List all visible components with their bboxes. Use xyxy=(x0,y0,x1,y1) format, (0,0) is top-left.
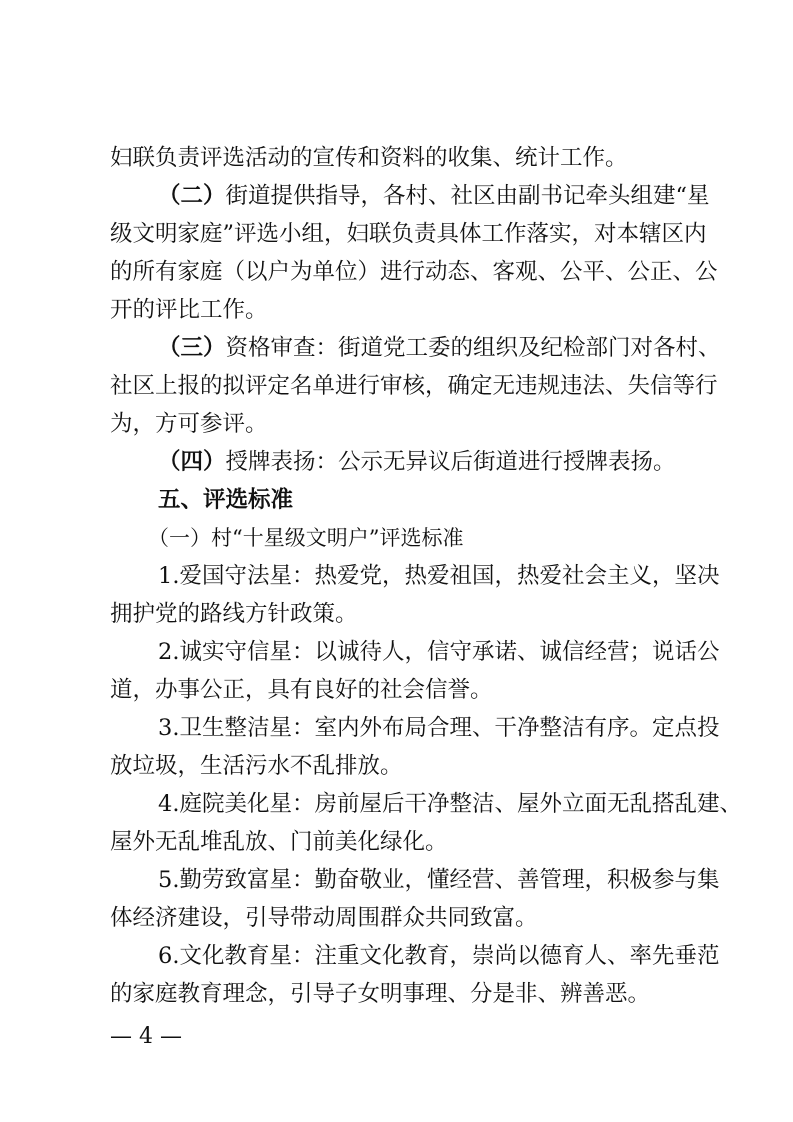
paragraph-line: 3.卫生整洁星：室内外布局合理、干净整洁有序。定点投 xyxy=(158,715,720,741)
paragraph-line: 拥护党的路线方针政策。 xyxy=(110,601,358,627)
paragraph-line: 社区上报的拟评定名单进行审核，确定无违规违法、失信等行 xyxy=(110,373,718,399)
paragraph-line xyxy=(158,447,690,477)
paragraph-line: 道，办事公正，具有良好的社会信誉。 xyxy=(110,677,493,703)
subsection-heading: （一）村“十星级文明户”评选标准 xyxy=(148,526,464,550)
paragraph-line: 屋外无乱堆乱放、门前美化绿化。 xyxy=(110,829,448,855)
paragraph-line: 的家庭教育理念，引导子女明事理、分是非、辨善恶。 xyxy=(110,981,651,1007)
paragraph-line: 为，方可参评。 xyxy=(110,411,268,437)
paragraph-line: 级文明家庭”评选小组，妇联负责具体工作落实，对本辖区内 xyxy=(110,221,707,247)
paragraph-line: 妇联负责评选活动的宣传和资料的收集、统计工作。 xyxy=(110,145,628,171)
paragraph-line: 的所有家庭（以户为单位）进行动态、客观、公平、公正、公 xyxy=(110,259,718,285)
paragraph-line: 2.诚实守信星：以诚待人，信守承诺、诚信经营；说话公 xyxy=(158,639,720,665)
paragraph-line xyxy=(158,333,721,363)
paragraph-line: 放垃圾，生活污水不乱排放。 xyxy=(110,753,403,779)
paragraph-text: 资格审查：街道党工委的组织及纪检部门对各村、 xyxy=(225,335,721,361)
paragraph-line: 1.爱国守法星：热爱党，热爱祖国，热爱社会主义，坚决 xyxy=(158,563,720,589)
paragraph-text: 授牌表扬：公示无异议后街道进行授牌表扬。 xyxy=(225,449,676,475)
page-number: — 4 — xyxy=(110,1024,182,1049)
paragraph-text: 街道提供指导，各村、社区由副书记牵头组建“星 xyxy=(225,183,710,209)
section-number: （四） xyxy=(158,449,226,475)
paragraph-line: 6.文化教育星：注重文化教育，崇尚以德育人、率先垂范 xyxy=(158,943,720,969)
paragraph-line: 4.庭院美化星：房前屋后干净整洁、屋外立面无乱搭乱建、 xyxy=(158,791,742,817)
paragraph-line: 5.勤劳致富星：勤奋敬业，懂经营、善管理，积极参与集 xyxy=(158,867,720,893)
section-number: （二） xyxy=(158,183,226,209)
paragraph-line: 体经济建设，引导带动周围群众共同致富。 xyxy=(110,905,538,931)
section-heading: 五、评选标准 xyxy=(158,487,294,513)
paragraph-line: 开的评比工作。 xyxy=(110,297,268,323)
paragraph-line xyxy=(158,181,710,211)
section-number: （三） xyxy=(158,335,226,361)
